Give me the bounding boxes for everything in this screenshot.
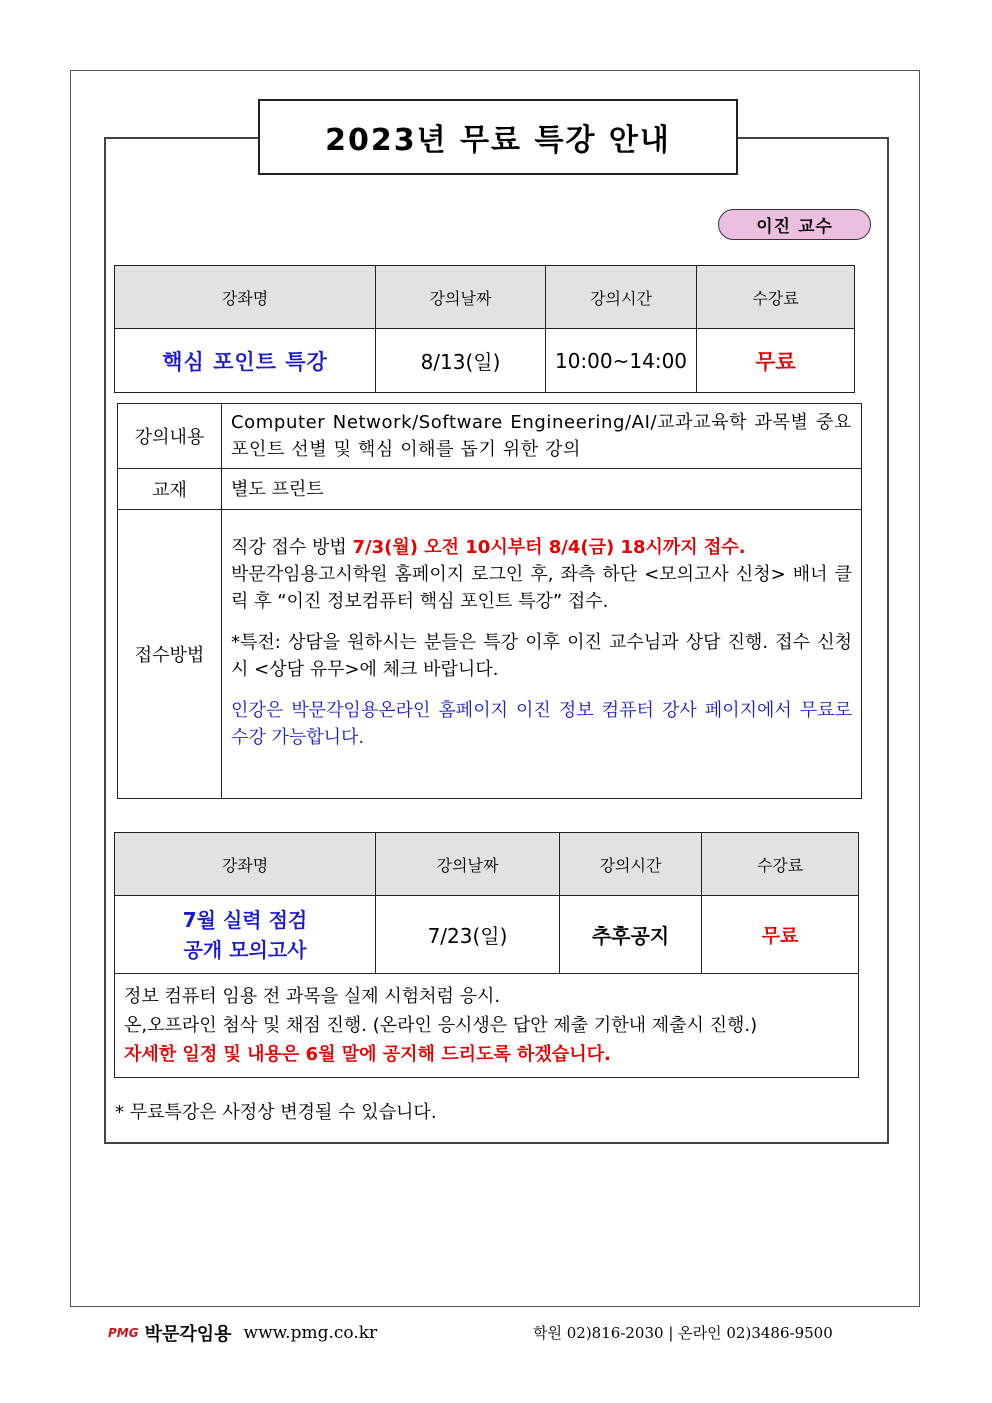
content-text: Computer Network/Software Engineering/AI/교과교육학 과목별 중요 포인트 선별 및 핵심 이해를 돕기 위한 강의 (222, 404, 862, 469)
course2-header-row (115, 833, 859, 896)
content-row (118, 404, 862, 469)
brand-name: 박문각임용 (144, 1324, 232, 1345)
header-course-name: 강좌명 (115, 266, 376, 329)
benefit-text: *특전: 상담을 원하시는 분들은 특강 이후 이진 교수님과 상담 진행. 접수 신청 시 <상담 유무>에 체크 바랍니다. (231, 632, 852, 680)
content-label: 강의내용 (118, 404, 222, 469)
course2-fee: 무료 (702, 896, 859, 974)
header-fee: 수강료 (702, 833, 859, 896)
course1-row (115, 329, 855, 393)
course1-table (114, 265, 855, 393)
header-date: 강의날짜 (376, 833, 560, 896)
footnote: * 무료특강은 사정상 변경될 수 있습니다. (115, 1102, 437, 1123)
pmg-logo: PMG (108, 1326, 139, 1340)
footer-brand (108, 1320, 377, 1346)
course1-header-row (115, 266, 855, 329)
registration-line1 (231, 534, 852, 561)
registration-row (118, 510, 862, 799)
header-time: 강의시간 (546, 266, 697, 329)
header-fee: 수강료 (697, 266, 855, 329)
online-lecture-text: 인강은 박문각임용온라인 홈페이지 이진 정보 컴퓨터 강사 페이지에서 무료로 수강 가능합니다. (231, 700, 852, 748)
textbook-label: 교재 (118, 469, 222, 510)
course2-desc-line1: 정보 컴퓨터 임용 전 과목을 실제 시험처럼 응시. (124, 986, 501, 1007)
course1-name: 핵심 포인트 특강 (115, 329, 376, 393)
course2-row (115, 896, 859, 974)
textbook-text: 별도 프린트 (222, 469, 862, 510)
registration-period: 7/3(월) 오전 10시부터 8/4(금) 18시까지 접수. (352, 537, 746, 558)
course1-date: 8/13(일) (376, 329, 546, 393)
course1-details-table (117, 403, 862, 799)
registration-procedure: 박문각임용고시학원 홈페이지 로그인 후, 좌측 하단 <모의고사 신청> 배너 클릭 후 “이진 정보컴퓨터 핵심 포인트 특강” 접수. (231, 564, 852, 612)
course2-date: 7/23(일) (376, 896, 560, 974)
footer-contact: 학원 02)816-2030 | 온라인 02)3486-9500 (533, 1324, 833, 1342)
textbook-row (118, 469, 862, 510)
registration-label: 접수방법 (118, 510, 222, 799)
header-date: 강의날짜 (376, 266, 546, 329)
registration-prefix: 직강 접수 방법 (231, 537, 353, 558)
course2-description (115, 974, 859, 1078)
header-time: 강의시간 (560, 833, 702, 896)
course2-desc-line3: 자세한 일정 및 내용은 6월 말에 공지해 드리도록 하겠습니다. (124, 1044, 611, 1065)
course2-time: 추후공지 (560, 896, 702, 974)
course2-desc-row (115, 974, 859, 1078)
course1-fee: 무료 (697, 329, 855, 393)
page-title: 2023년 무료 특강 안내 (258, 99, 738, 175)
course2-name (115, 896, 376, 974)
course2-name-line2: 공개 모의고사 (183, 937, 307, 962)
website-url[interactable]: www.pmg.co.kr (243, 1323, 378, 1343)
instructor-badge: 이진 교수 (718, 209, 871, 240)
registration-content (222, 510, 862, 799)
course2-name-line1: 7월 실력 점검 (182, 907, 308, 932)
header-course-name: 강좌명 (115, 833, 376, 896)
course2-desc-line2: 온,오프라인 첨삭 및 채점 진행. (온라인 응시생은 답안 제출 기한내 제출시 진행.) (124, 1015, 758, 1036)
course2-table (114, 832, 859, 1078)
course1-time: 10:00~14:00 (546, 329, 697, 393)
